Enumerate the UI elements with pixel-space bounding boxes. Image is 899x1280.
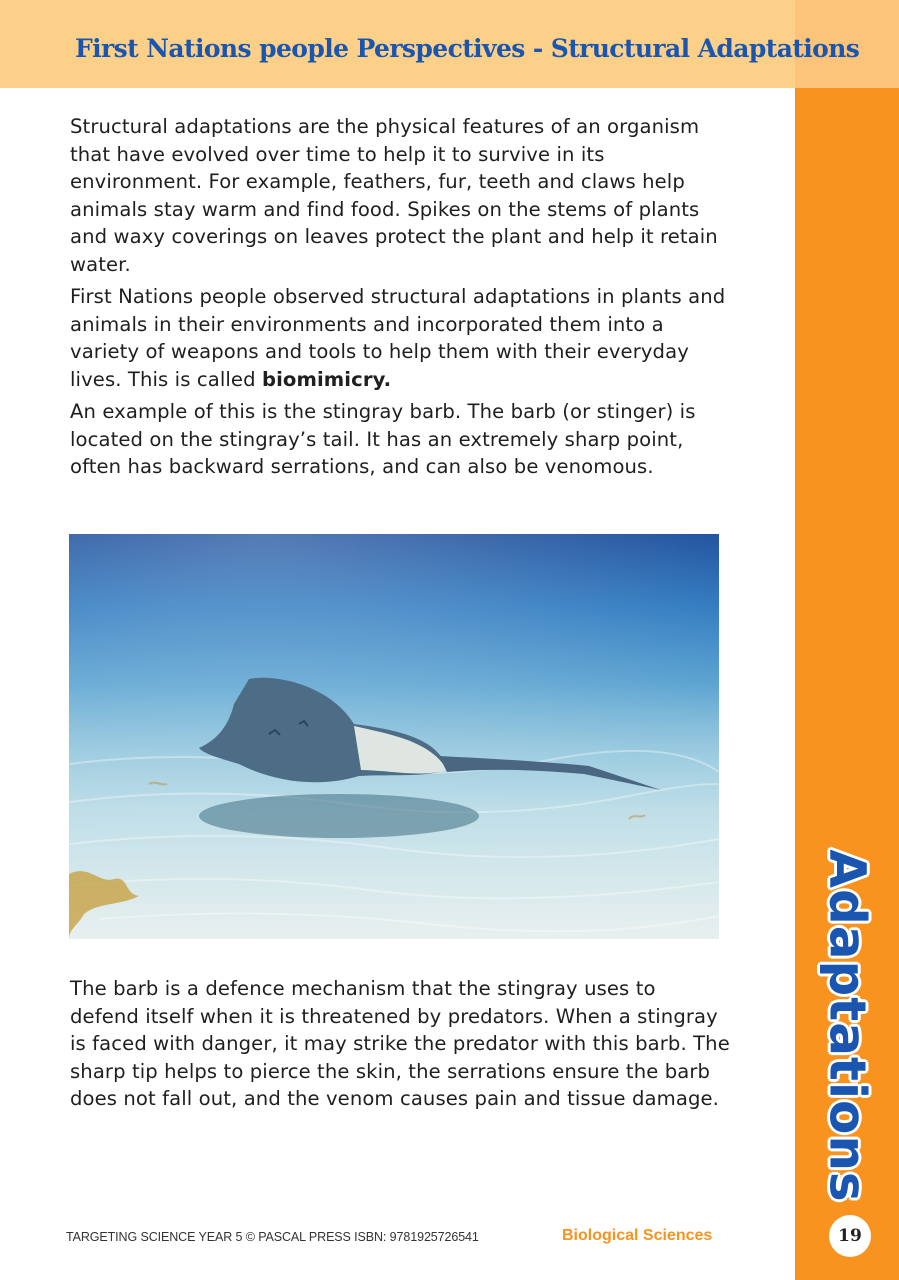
paragraph-first-nations-text: First Nations people observed structural adaptations in plants and animals in their environments and incorporated them into a variety of weapons and tools to help them with their everyday lives. This is called — [70, 285, 726, 391]
page-title: First Nations people Perspectives - Structural Adaptations — [75, 34, 860, 63]
page-number-badge — [829, 1215, 871, 1257]
footer-section-name: Biological Sciences — [562, 1227, 713, 1244]
paragraph-stingray-barb: An example of this is the stingray barb. The barb (or stinger) is located on the stingray’s tail. It has an extremely sharp point, often has backward serrations, and can also be venomous. — [70, 400, 696, 479]
biomimicry-term: biomimicry. — [261, 367, 392, 391]
page-number: 19 — [838, 1226, 862, 1246]
paragraph-intro: Structural adaptations are the physical features of an organism that have evolved over time to help it to survive in its environment. For example, feathers, fur, teeth and claws help animals stay warm and find food. Spikes on the stems of plants and waxy coverings on leaves protect the plant and help it retain water. — [70, 115, 718, 276]
side-title — [808, 849, 888, 1203]
stingray-photo — [69, 534, 719, 939]
paragraph-first-nations — [70, 283, 730, 393]
footer-publication-info: TARGETING SCIENCE YEAR 5 © PASCAL PRESS ISBN: 9781925726541 — [66, 1230, 479, 1244]
side-title-text: Adaptations — [819, 849, 878, 1203]
paragraph-defence: The barb is a defence mechanism that the stingray uses to defend itself when it is threatened by predators. When a stingray is faced with danger, it may strike the predator with this barb. The sharp tip helps to pierce the skin, the serrations ensure the barb does not fall out, and the venom causes pain and tissue damage. — [70, 977, 730, 1111]
